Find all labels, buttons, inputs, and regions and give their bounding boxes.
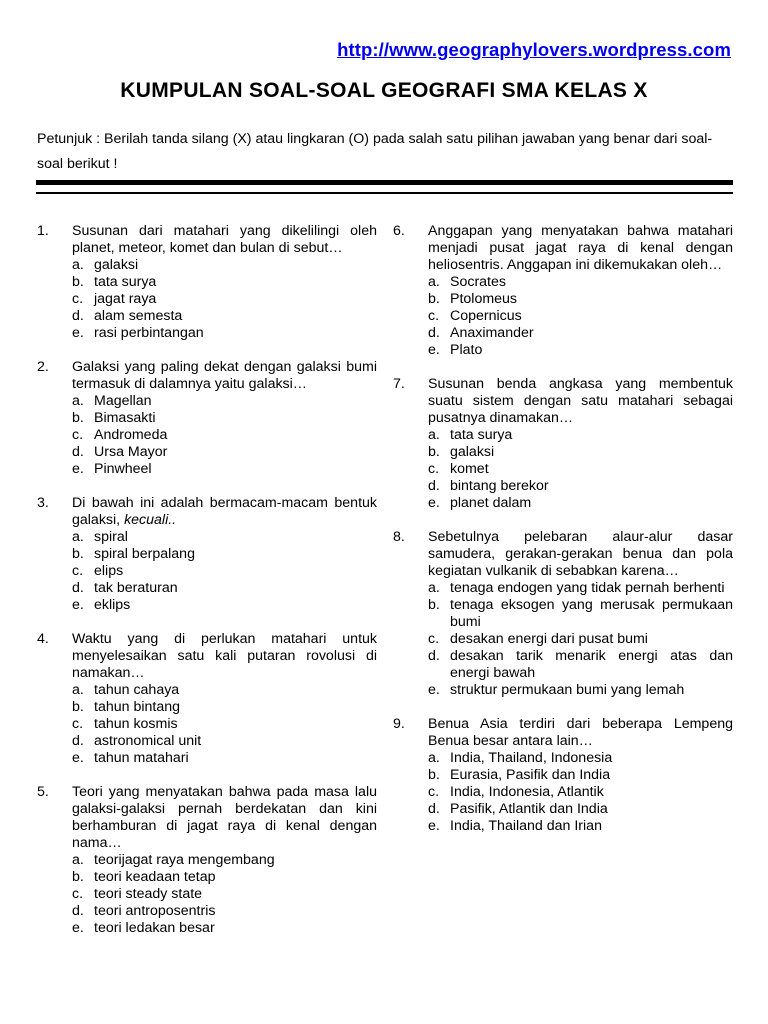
option-b[interactable] — [428, 767, 733, 784]
question-text: Sebetulnya pelebaran alaur-alur dasar samudera, gerakan-gerakan benua dan pola kegiatan vulkanik di sebabkan karena… — [428, 529, 733, 579]
question-text: Di bawah ini adalah bermacam-macam bentuk galaksi, — [72, 495, 377, 528]
option-letter: e. — [72, 597, 84, 613]
option-letter: d. — [428, 801, 440, 817]
option-d[interactable] — [72, 444, 377, 461]
option-letter: a. — [72, 529, 84, 545]
option-text: bintang berekor — [450, 478, 549, 494]
option-text: tahun matahari — [94, 750, 189, 766]
option-letter: e. — [428, 495, 440, 511]
question-number: 4. — [37, 631, 49, 647]
option-b[interactable] — [72, 869, 377, 886]
option-text: spiral — [94, 529, 128, 545]
option-text: tenaga eksogen yang merusak permukaan bumi — [450, 597, 733, 630]
question-number: 3. — [37, 495, 49, 511]
option-letter: b. — [428, 444, 440, 460]
option-letter: c. — [428, 631, 440, 647]
option-letter: c. — [428, 308, 440, 324]
option-d[interactable] — [72, 580, 377, 597]
question-7 — [393, 376, 733, 512]
option-text: galaksi — [94, 257, 139, 273]
option-a[interactable] — [428, 427, 733, 444]
option-e[interactable] — [72, 461, 377, 478]
option-text: struktur permukaan bumi yang lemah — [450, 682, 685, 698]
option-letter: d. — [72, 903, 84, 919]
option-text: elips — [94, 563, 124, 579]
option-text: tenaga endogen yang tidak pernah berhenti — [450, 580, 725, 596]
option-text: Pasifik, Atlantik dan India — [450, 801, 608, 817]
option-text: desakan energi dari pusat bumi — [450, 631, 648, 647]
question-text: Susunan benda angkasa yang membentuk suatu sistem dengan satu matahari sebagai pusatnya dinamakan… — [428, 376, 733, 426]
option-d[interactable] — [428, 801, 733, 818]
option-letter: c. — [428, 461, 440, 477]
option-e[interactable] — [72, 750, 377, 767]
option-letter: d. — [72, 733, 84, 749]
option-b[interactable] — [428, 291, 733, 308]
option-text: Eurasia, Pasifik dan India — [450, 767, 611, 783]
option-a[interactable] — [428, 580, 733, 597]
option-text: jagat raya — [94, 291, 157, 307]
option-text: tahun cahaya — [94, 682, 180, 698]
option-letter: b. — [72, 869, 84, 885]
option-c[interactable] — [72, 886, 377, 903]
option-letter: c. — [428, 784, 440, 800]
option-letter: c. — [72, 427, 84, 443]
option-letter: b. — [72, 699, 84, 715]
question-8 — [393, 529, 733, 699]
question-1 — [37, 223, 377, 342]
question-number: 2. — [37, 359, 49, 375]
option-text: Pinwheel — [94, 461, 152, 477]
option-b[interactable] — [72, 274, 377, 291]
question-number: 9. — [393, 716, 405, 732]
option-text: alam semesta — [94, 308, 183, 324]
option-letter: a. — [72, 393, 84, 409]
option-text: teori antroposentris — [94, 903, 216, 919]
option-letter: d. — [428, 325, 440, 341]
option-b[interactable] — [72, 699, 377, 716]
questions-column-left — [37, 223, 377, 954]
divider-thick — [36, 180, 733, 185]
option-letter: c. — [72, 563, 84, 579]
option-letter: b. — [72, 274, 84, 290]
option-c[interactable] — [428, 308, 733, 325]
option-text: Socrates — [450, 274, 506, 290]
question-2 — [37, 359, 377, 478]
option-text: tahun bintang — [94, 699, 180, 715]
option-letter: a. — [428, 750, 440, 766]
option-letter: a. — [428, 580, 440, 596]
option-a[interactable] — [428, 274, 733, 291]
option-text: tata surya — [450, 427, 513, 443]
option-c[interactable] — [72, 427, 377, 444]
option-letter: b. — [428, 291, 440, 307]
option-a[interactable] — [72, 682, 377, 699]
option-letter: d. — [428, 478, 440, 494]
option-text: teori keadaan tetap — [94, 869, 216, 885]
option-letter: b. — [428, 597, 440, 613]
option-letter: b. — [72, 546, 84, 562]
option-letter: e. — [72, 920, 84, 936]
option-e[interactable] — [72, 597, 377, 614]
option-c[interactable] — [72, 716, 377, 733]
option-letter: e. — [428, 682, 440, 698]
question-text: Galaksi yang paling dekat dengan galaksi bumi termasuk di dalamnya yaitu galaksi… — [72, 359, 377, 392]
option-letter: c. — [72, 886, 84, 902]
option-text: desakan tarik menarik energi atas dan energi bawah — [450, 648, 733, 681]
question-number: 1. — [37, 223, 49, 239]
website-link[interactable]: http://www.geographylovers.wordpress.com — [337, 39, 731, 60]
option-text: teori ledakan besar — [94, 920, 215, 936]
option-c[interactable] — [428, 461, 733, 478]
question-text: Anggapan yang menyatakan bahwa matahari menjadi pusat jagat raya di kenal dengan heliosentris. Anggapan ini dikemukakan oleh… — [428, 223, 733, 273]
option-letter: e. — [72, 750, 84, 766]
questions-column-right — [393, 223, 733, 852]
option-d[interactable] — [72, 903, 377, 920]
option-b[interactable] — [428, 597, 733, 631]
option-text: teori steady state — [94, 886, 203, 902]
option-letter: d. — [428, 648, 440, 664]
option-text: galaksi — [450, 444, 495, 460]
option-text: tahun kosmis — [94, 716, 178, 732]
option-letter: d. — [72, 308, 84, 324]
divider-thin — [36, 192, 733, 194]
option-d[interactable] — [72, 733, 377, 750]
question-text: Waktu yang di perlukan matahari untuk menyelesaikan satu kali putaran rovolusi di namakan… — [72, 631, 377, 681]
option-d[interactable] — [428, 648, 733, 682]
option-e[interactable] — [428, 342, 733, 359]
option-text: Ptolomeus — [450, 291, 518, 307]
option-letter: e. — [72, 325, 84, 341]
option-e[interactable] — [428, 495, 733, 512]
question-5 — [37, 784, 377, 937]
option-d[interactable] — [428, 478, 733, 495]
question-3 — [37, 495, 377, 614]
option-text: Copernicus — [450, 308, 522, 324]
option-e[interactable] — [72, 920, 377, 937]
option-text: India, Indonesia, Atlantik — [450, 784, 604, 800]
option-letter: c. — [72, 716, 84, 732]
option-letter: b. — [72, 410, 84, 426]
option-text: Ursa Mayor — [94, 444, 168, 460]
option-b[interactable] — [72, 410, 377, 427]
option-letter: a. — [428, 427, 440, 443]
option-letter: e. — [428, 342, 440, 358]
option-letter: a. — [72, 257, 84, 273]
question-9 — [393, 716, 733, 835]
question-6 — [393, 223, 733, 359]
option-letter: a. — [428, 274, 440, 290]
option-c[interactable] — [428, 631, 733, 648]
option-e[interactable] — [428, 682, 733, 699]
option-c[interactable] — [72, 291, 377, 308]
option-text: Magellan — [94, 393, 152, 409]
option-b[interactable] — [72, 546, 377, 563]
option-a[interactable] — [428, 750, 733, 767]
option-letter: b. — [428, 767, 440, 783]
option-text: tata surya — [94, 274, 157, 290]
option-text: Plato — [450, 342, 483, 358]
option-text: India, Thailand dan Irian — [450, 818, 602, 834]
option-a[interactable] — [72, 852, 377, 869]
question-4 — [37, 631, 377, 767]
instructions: Petunjuk : Berilah tanda silang (X) atau lingkaran (O) pada salah satu pilihan jawaban yang benar dari soal-soal berikut ! — [37, 131, 713, 172]
option-text: India, Thailand, Indonesia — [450, 750, 613, 766]
option-a[interactable] — [72, 257, 377, 274]
option-a[interactable] — [72, 529, 377, 546]
question-text-italic: kecuali.. — [124, 512, 177, 528]
option-text: spiral berpalang — [94, 546, 195, 562]
option-text: eklips — [94, 597, 131, 613]
question-number: 6. — [393, 223, 405, 239]
option-c[interactable] — [428, 784, 733, 801]
question-number: 8. — [393, 529, 405, 545]
option-a[interactable] — [72, 393, 377, 410]
question-number: 5. — [37, 784, 49, 800]
option-text: astronomical unit — [94, 733, 202, 749]
option-letter: c. — [72, 291, 84, 307]
option-c[interactable] — [72, 563, 377, 580]
option-letter: e. — [428, 818, 440, 834]
option-d[interactable] — [428, 325, 733, 342]
option-text: rasi perbintangan — [94, 325, 204, 341]
option-text: komet — [450, 461, 489, 477]
option-text: Anaximander — [450, 325, 534, 341]
option-letter: a. — [72, 682, 84, 698]
question-text: Susunan dari matahari yang dikelilingi oleh planet, meteor, komet dan bulan di sebut… — [72, 223, 377, 256]
option-text: planet dalam — [450, 495, 532, 511]
option-letter: a. — [72, 852, 84, 868]
question-text: Teori yang menyatakan bahwa pada masa lalu galaksi-galaksi pernah berdekatan dan kini berhamburan di jagat raya di kenal dengan nama… — [72, 784, 377, 851]
question-number: 7. — [393, 376, 405, 392]
question-text: Benua Asia terdiri dari beberapa Lempeng Benua besar antara lain… — [428, 716, 733, 749]
option-e[interactable] — [72, 325, 377, 342]
option-letter: e. — [72, 461, 84, 477]
option-text: Bimasakti — [94, 410, 156, 426]
option-b[interactable] — [428, 444, 733, 461]
option-text: teorijagat raya mengembang — [94, 852, 275, 868]
option-text: tak beraturan — [94, 580, 178, 596]
option-e[interactable] — [428, 818, 733, 835]
option-letter: d. — [72, 580, 84, 596]
page-title: KUMPULAN SOAL-SOAL GEOGRAFI SMA KELAS X — [120, 79, 648, 102]
option-text: Andromeda — [94, 427, 168, 443]
option-letter: d. — [72, 444, 84, 460]
option-d[interactable] — [72, 308, 377, 325]
